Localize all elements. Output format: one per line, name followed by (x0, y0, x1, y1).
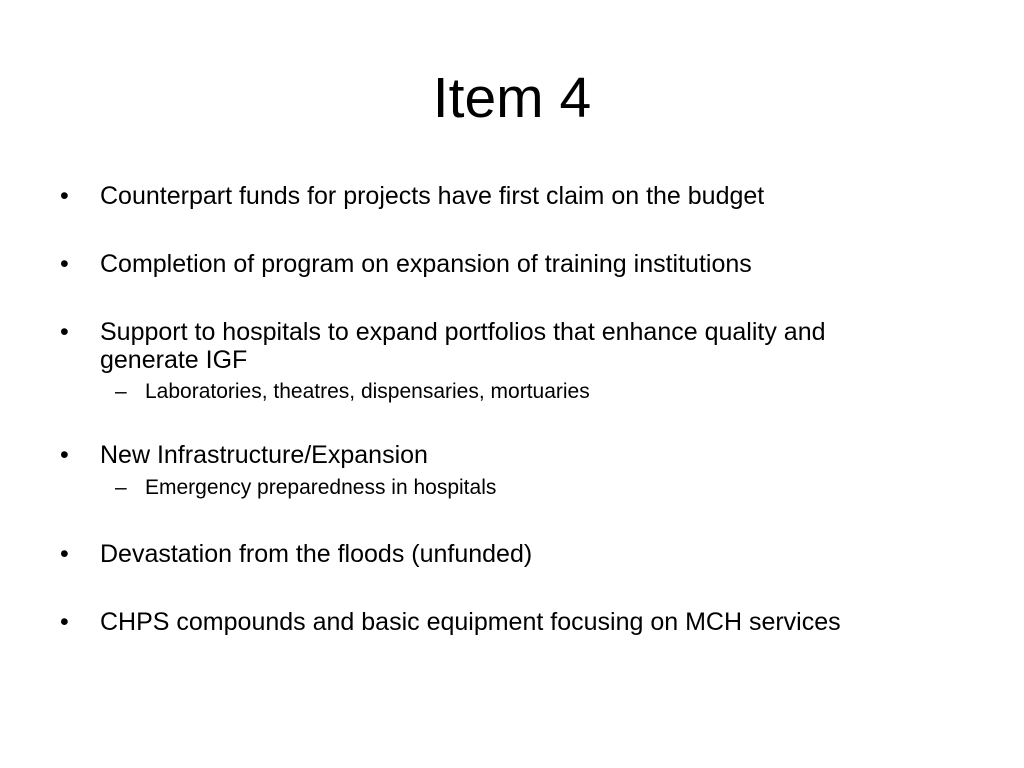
bullet-text-line: generate IGF (100, 346, 248, 374)
bullet-text-line: Support to hospitals to expand portfolios that enhance quality and (100, 318, 826, 346)
bullet-marker: • (60, 540, 69, 568)
sub-bullet-text: Laboratories, theatres, dispensaries, mortuaries (145, 380, 590, 403)
sub-bullet-text: Emergency preparedness in hospitals (145, 476, 497, 499)
sub-bullet-marker: – (115, 380, 127, 403)
bullet-text: Devastation from the floods (unfunded) (100, 540, 533, 568)
bullet-text: Counterpart funds for projects have first claim on the budget (100, 182, 765, 210)
bullet-marker: • (60, 182, 69, 210)
bullet-marker: • (60, 441, 69, 469)
bullet-marker: • (60, 608, 69, 636)
bullet-marker: • (60, 250, 69, 278)
bullet-text: CHPS compounds and basic equipment focusing on MCH services (100, 608, 841, 636)
slide-title: Item 4 (432, 66, 592, 130)
bullet-marker: • (60, 318, 69, 346)
bullet-text: New Infrastructure/Expansion (100, 441, 428, 469)
sub-bullet-marker: – (115, 476, 127, 499)
bullet-text: Completion of program on expansion of training institutions (100, 250, 752, 278)
